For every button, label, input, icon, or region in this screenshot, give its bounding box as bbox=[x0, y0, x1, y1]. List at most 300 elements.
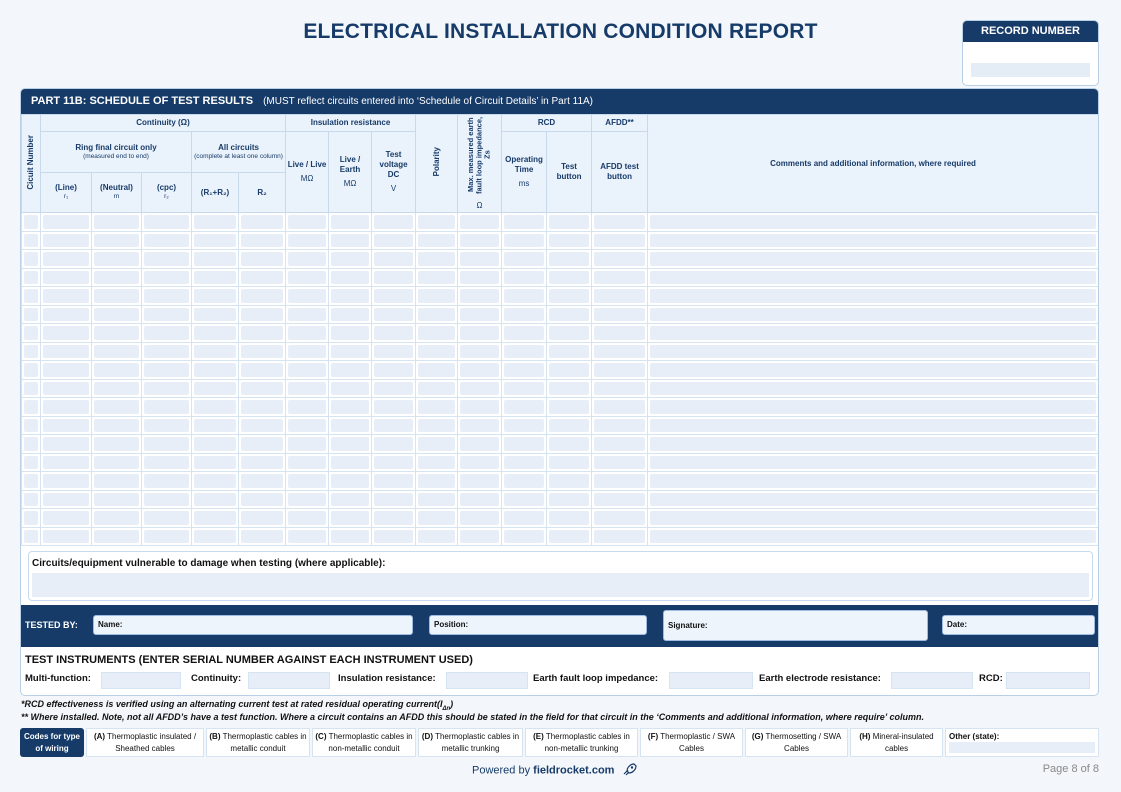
table-cell[interactable] bbox=[592, 453, 648, 472]
table-cell[interactable] bbox=[416, 453, 458, 472]
table-cell[interactable] bbox=[286, 472, 329, 491]
table-cell[interactable] bbox=[592, 398, 648, 417]
table-cell[interactable] bbox=[416, 472, 458, 491]
table-cell[interactable] bbox=[22, 231, 41, 250]
table-cell[interactable] bbox=[416, 213, 458, 232]
table-cell[interactable] bbox=[502, 435, 547, 454]
table-cell[interactable] bbox=[286, 398, 329, 417]
table-cell[interactable] bbox=[192, 361, 239, 380]
table-cell[interactable] bbox=[142, 509, 192, 528]
table-cell[interactable] bbox=[329, 379, 372, 398]
table-cell[interactable] bbox=[372, 361, 416, 380]
table-cell[interactable] bbox=[648, 472, 1099, 491]
table-cell[interactable] bbox=[416, 231, 458, 250]
earth-fault-input[interactable] bbox=[669, 672, 753, 689]
table-cell[interactable] bbox=[239, 250, 286, 269]
table-cell[interactable] bbox=[41, 250, 92, 269]
table-cell[interactable] bbox=[416, 342, 458, 361]
earth-electrode-label: Earth electrode resistance: bbox=[759, 673, 881, 684]
table-cell[interactable] bbox=[192, 287, 239, 306]
table-cell[interactable] bbox=[92, 287, 142, 306]
table-cell[interactable] bbox=[372, 435, 416, 454]
table-cell[interactable] bbox=[329, 398, 372, 417]
table-cell[interactable] bbox=[502, 416, 547, 435]
multi-function-input[interactable] bbox=[101, 672, 181, 689]
table-cell[interactable] bbox=[192, 379, 239, 398]
table-cell[interactable] bbox=[547, 231, 592, 250]
table-cell[interactable] bbox=[458, 268, 502, 287]
table-cell[interactable] bbox=[372, 453, 416, 472]
table-cell[interactable] bbox=[648, 305, 1099, 324]
table-cell[interactable] bbox=[502, 213, 547, 232]
table-cell[interactable] bbox=[372, 472, 416, 491]
vulnerable-equipment-input[interactable] bbox=[32, 573, 1089, 597]
table-cell[interactable] bbox=[458, 509, 502, 528]
table-cell[interactable] bbox=[142, 213, 192, 232]
table-cell[interactable] bbox=[41, 509, 92, 528]
table-cell[interactable] bbox=[142, 379, 192, 398]
table-cell[interactable] bbox=[142, 398, 192, 417]
table-cell[interactable] bbox=[239, 361, 286, 380]
table-cell[interactable] bbox=[372, 509, 416, 528]
table-cell[interactable] bbox=[92, 472, 142, 491]
report-title: ELECTRICAL INSTALLATION CONDITION REPORT bbox=[303, 20, 818, 43]
table-cell[interactable] bbox=[22, 527, 41, 546]
table-cell[interactable] bbox=[372, 398, 416, 417]
table-cell[interactable] bbox=[648, 379, 1099, 398]
table-cell[interactable] bbox=[329, 287, 372, 306]
table-cell[interactable] bbox=[592, 472, 648, 491]
live-earth-header: Live / Earth MΩ bbox=[329, 132, 372, 213]
table-cell[interactable] bbox=[502, 527, 547, 546]
table-cell[interactable] bbox=[92, 342, 142, 361]
table-cell[interactable] bbox=[458, 398, 502, 417]
table-cell[interactable] bbox=[239, 490, 286, 509]
table-cell[interactable] bbox=[329, 250, 372, 269]
table-cell[interactable] bbox=[372, 213, 416, 232]
table-cell[interactable] bbox=[329, 213, 372, 232]
table-cell[interactable] bbox=[286, 342, 329, 361]
table-cell[interactable] bbox=[458, 213, 502, 232]
table-cell[interactable] bbox=[502, 509, 547, 528]
table-cell[interactable] bbox=[648, 250, 1099, 269]
table-cell[interactable] bbox=[41, 435, 92, 454]
table-cell[interactable] bbox=[92, 305, 142, 324]
table-cell[interactable] bbox=[592, 379, 648, 398]
table-cell[interactable] bbox=[286, 250, 329, 269]
table-cell[interactable] bbox=[41, 342, 92, 361]
table-cell[interactable] bbox=[22, 453, 41, 472]
table-cell[interactable] bbox=[286, 435, 329, 454]
earth-fault-label: Earth fault loop impedance: bbox=[533, 673, 659, 684]
table-cell[interactable] bbox=[416, 435, 458, 454]
signature-field[interactable]: Signature: bbox=[663, 610, 928, 641]
table-cell[interactable] bbox=[142, 268, 192, 287]
table-cell[interactable] bbox=[372, 527, 416, 546]
table-cell[interactable] bbox=[22, 213, 41, 232]
table-cell[interactable] bbox=[239, 213, 286, 232]
table-cell[interactable] bbox=[648, 509, 1099, 528]
table-cell[interactable] bbox=[648, 342, 1099, 361]
table-cell[interactable] bbox=[416, 527, 458, 546]
table-cell[interactable] bbox=[239, 379, 286, 398]
table-cell[interactable] bbox=[286, 453, 329, 472]
table-cell[interactable] bbox=[239, 342, 286, 361]
table-cell[interactable] bbox=[592, 324, 648, 343]
table-cell[interactable] bbox=[41, 231, 92, 250]
table-cell[interactable] bbox=[502, 342, 547, 361]
table-cell[interactable] bbox=[458, 416, 502, 435]
table-cell[interactable] bbox=[192, 342, 239, 361]
table-cell[interactable] bbox=[41, 398, 92, 417]
table-cell[interactable] bbox=[192, 398, 239, 417]
vulnerable-equipment-box bbox=[28, 551, 1093, 601]
table-cell[interactable] bbox=[329, 361, 372, 380]
table-cell[interactable] bbox=[286, 416, 329, 435]
table-cell[interactable] bbox=[648, 213, 1099, 232]
table-cell[interactable] bbox=[286, 509, 329, 528]
table-cell[interactable] bbox=[502, 472, 547, 491]
table-cell[interactable] bbox=[22, 250, 41, 269]
record-number-label: RECORD NUMBER bbox=[963, 21, 1098, 42]
table-cell[interactable] bbox=[239, 416, 286, 435]
table-cell[interactable] bbox=[547, 527, 592, 546]
table-cell[interactable] bbox=[547, 287, 592, 306]
table-cell[interactable] bbox=[41, 527, 92, 546]
table-cell[interactable] bbox=[92, 231, 142, 250]
neutral-header: (Neutral) rn bbox=[92, 173, 142, 213]
table-cell[interactable] bbox=[286, 490, 329, 509]
table-cell[interactable] bbox=[41, 453, 92, 472]
table-cell[interactable] bbox=[592, 268, 648, 287]
table-cell[interactable] bbox=[329, 342, 372, 361]
table-cell[interactable] bbox=[192, 527, 239, 546]
table-cell[interactable] bbox=[92, 379, 142, 398]
table-cell[interactable] bbox=[648, 324, 1099, 343]
table-cell[interactable] bbox=[286, 527, 329, 546]
table-cell[interactable] bbox=[502, 453, 547, 472]
table-cell[interactable] bbox=[502, 361, 547, 380]
table-cell[interactable] bbox=[239, 268, 286, 287]
table-cell[interactable] bbox=[592, 490, 648, 509]
table-cell[interactable] bbox=[142, 305, 192, 324]
table-cell[interactable] bbox=[648, 287, 1099, 306]
table-cell[interactable] bbox=[92, 268, 142, 287]
continuity-label: Continuity: bbox=[191, 673, 242, 684]
table-cell[interactable] bbox=[329, 435, 372, 454]
table-cell[interactable] bbox=[648, 361, 1099, 380]
table-cell[interactable] bbox=[92, 398, 142, 417]
table-cell[interactable] bbox=[592, 416, 648, 435]
table-cell[interactable] bbox=[547, 509, 592, 528]
table-cell[interactable] bbox=[286, 361, 329, 380]
table-cell[interactable] bbox=[41, 361, 92, 380]
table-cell[interactable] bbox=[41, 472, 92, 491]
table-cell[interactable] bbox=[142, 416, 192, 435]
table-cell[interactable] bbox=[92, 250, 142, 269]
comments-header: Comments and additional information, where required bbox=[648, 115, 1099, 213]
table-cell[interactable] bbox=[92, 509, 142, 528]
table-cell[interactable] bbox=[648, 398, 1099, 417]
table-cell[interactable] bbox=[192, 231, 239, 250]
table-cell[interactable] bbox=[372, 324, 416, 343]
table-cell[interactable] bbox=[192, 250, 239, 269]
table-cell[interactable] bbox=[142, 490, 192, 509]
table-cell[interactable] bbox=[502, 305, 547, 324]
table-cell[interactable] bbox=[372, 379, 416, 398]
table-cell[interactable] bbox=[142, 361, 192, 380]
rcd-note: *RCD effectiveness is verified using an alternating current test at rated residual operating $current(I_{\Delta n})$ bbox=[21, 699, 454, 712]
table-cell[interactable] bbox=[142, 453, 192, 472]
table-cell[interactable] bbox=[372, 268, 416, 287]
date-field[interactable]: Date: bbox=[942, 615, 1095, 635]
table-cell[interactable] bbox=[92, 527, 142, 546]
r2-header: R₂ bbox=[239, 173, 286, 213]
table-cell[interactable] bbox=[372, 490, 416, 509]
table-cell[interactable] bbox=[547, 490, 592, 509]
table-cell[interactable] bbox=[22, 379, 41, 398]
table-cell[interactable] bbox=[547, 324, 592, 343]
table-cell[interactable] bbox=[416, 268, 458, 287]
table-cell[interactable] bbox=[286, 305, 329, 324]
test-button-header: Test button bbox=[547, 132, 592, 213]
table-cell[interactable] bbox=[416, 509, 458, 528]
table-cell[interactable] bbox=[41, 287, 92, 306]
instruments-title: TEST INSTRUMENTS (ENTER SERIAL NUMBER AGAINST EACH INSTRUMENT USED) bbox=[25, 654, 473, 666]
table-cell[interactable] bbox=[648, 268, 1099, 287]
table-cell[interactable] bbox=[458, 435, 502, 454]
table-cell[interactable] bbox=[192, 305, 239, 324]
table-cell[interactable] bbox=[239, 231, 286, 250]
table-cell[interactable] bbox=[329, 509, 372, 528]
table-cell[interactable] bbox=[41, 324, 92, 343]
table-cell[interactable] bbox=[286, 287, 329, 306]
table-cell[interactable] bbox=[92, 435, 142, 454]
table-cell[interactable] bbox=[239, 435, 286, 454]
table-cell[interactable] bbox=[592, 250, 648, 269]
table-cell[interactable] bbox=[329, 472, 372, 491]
table-cell[interactable] bbox=[22, 509, 41, 528]
table-cell[interactable] bbox=[416, 361, 458, 380]
table-cell[interactable] bbox=[458, 324, 502, 343]
table-cell[interactable] bbox=[547, 342, 592, 361]
table-cell[interactable] bbox=[416, 379, 458, 398]
table-cell[interactable] bbox=[329, 231, 372, 250]
table-cell[interactable] bbox=[648, 435, 1099, 454]
table-cell[interactable] bbox=[22, 342, 41, 361]
table-cell[interactable] bbox=[22, 305, 41, 324]
table-cell[interactable] bbox=[648, 527, 1099, 546]
table-cell[interactable] bbox=[192, 509, 239, 528]
table-cell[interactable] bbox=[239, 287, 286, 306]
table-cell[interactable] bbox=[286, 268, 329, 287]
table-cell[interactable] bbox=[92, 416, 142, 435]
name-field[interactable]: Name: bbox=[93, 615, 413, 635]
table-cell[interactable] bbox=[192, 490, 239, 509]
table-cell[interactable] bbox=[142, 435, 192, 454]
table-cell[interactable] bbox=[142, 287, 192, 306]
table-cell[interactable] bbox=[592, 231, 648, 250]
table-cell[interactable] bbox=[502, 287, 547, 306]
table-cell[interactable] bbox=[416, 324, 458, 343]
table-cell[interactable] bbox=[458, 490, 502, 509]
table-cell[interactable] bbox=[502, 231, 547, 250]
table-cell[interactable] bbox=[329, 490, 372, 509]
table-cell[interactable] bbox=[502, 250, 547, 269]
table-cell[interactable] bbox=[329, 416, 372, 435]
table-cell[interactable] bbox=[458, 453, 502, 472]
table-cell[interactable] bbox=[502, 490, 547, 509]
table-cell[interactable] bbox=[329, 268, 372, 287]
table-cell[interactable] bbox=[192, 453, 239, 472]
table-cell[interactable] bbox=[329, 453, 372, 472]
table-cell[interactable] bbox=[142, 250, 192, 269]
table-cell[interactable] bbox=[592, 342, 648, 361]
table-cell[interactable] bbox=[22, 416, 41, 435]
table-cell[interactable] bbox=[239, 398, 286, 417]
table-row bbox=[22, 490, 1099, 509]
table-cell[interactable] bbox=[142, 231, 192, 250]
continuity-input[interactable] bbox=[248, 672, 330, 689]
table-cell[interactable] bbox=[142, 324, 192, 343]
table-cell[interactable] bbox=[372, 305, 416, 324]
table-cell[interactable] bbox=[92, 213, 142, 232]
table-cell[interactable] bbox=[592, 305, 648, 324]
table-cell[interactable] bbox=[41, 379, 92, 398]
table-cell[interactable] bbox=[192, 324, 239, 343]
table-cell[interactable] bbox=[372, 342, 416, 361]
table-cell[interactable] bbox=[329, 324, 372, 343]
table-cell[interactable] bbox=[239, 509, 286, 528]
table-cell[interactable] bbox=[92, 324, 142, 343]
table-cell[interactable] bbox=[416, 490, 458, 509]
table-cell[interactable] bbox=[192, 268, 239, 287]
other-wiring-input[interactable] bbox=[949, 742, 1095, 753]
rocket-icon bbox=[622, 762, 638, 779]
table-cell[interactable] bbox=[648, 453, 1099, 472]
table-cell[interactable] bbox=[502, 268, 547, 287]
table-cell[interactable] bbox=[592, 509, 648, 528]
table-cell[interactable] bbox=[592, 287, 648, 306]
table-cell[interactable] bbox=[547, 453, 592, 472]
record-number-input[interactable] bbox=[971, 63, 1090, 77]
table-cell[interactable] bbox=[92, 453, 142, 472]
table-cell[interactable] bbox=[372, 250, 416, 269]
table-cell[interactable] bbox=[142, 527, 192, 546]
table-cell[interactable] bbox=[458, 361, 502, 380]
table-cell[interactable] bbox=[239, 305, 286, 324]
table-cell[interactable] bbox=[547, 305, 592, 324]
table-cell[interactable] bbox=[502, 324, 547, 343]
table-cell[interactable] bbox=[192, 416, 239, 435]
table-cell[interactable] bbox=[547, 416, 592, 435]
table-cell[interactable] bbox=[22, 287, 41, 306]
table-cell[interactable] bbox=[41, 305, 92, 324]
r1r2-header: (R₁+R₂) bbox=[192, 173, 239, 213]
table-cell[interactable] bbox=[372, 416, 416, 435]
table-cell[interactable] bbox=[458, 472, 502, 491]
table-cell[interactable] bbox=[458, 379, 502, 398]
table-cell[interactable] bbox=[416, 416, 458, 435]
table-cell[interactable] bbox=[22, 268, 41, 287]
table-cell[interactable] bbox=[547, 472, 592, 491]
rcd-input[interactable] bbox=[1006, 672, 1090, 689]
table-cell[interactable] bbox=[547, 250, 592, 269]
table-cell[interactable] bbox=[92, 490, 142, 509]
table-cell[interactable] bbox=[239, 472, 286, 491]
table-cell[interactable] bbox=[547, 268, 592, 287]
table-cell[interactable] bbox=[239, 527, 286, 546]
table-cell[interactable] bbox=[458, 250, 502, 269]
table-cell[interactable] bbox=[239, 453, 286, 472]
table-cell[interactable] bbox=[22, 324, 41, 343]
table-cell[interactable] bbox=[416, 398, 458, 417]
table-cell[interactable] bbox=[458, 287, 502, 306]
table-cell[interactable] bbox=[458, 527, 502, 546]
table-cell[interactable] bbox=[502, 398, 547, 417]
table-cell[interactable] bbox=[192, 472, 239, 491]
table-cell[interactable] bbox=[22, 472, 41, 491]
table-cell[interactable] bbox=[22, 398, 41, 417]
table-cell[interactable] bbox=[41, 490, 92, 509]
table-cell[interactable] bbox=[286, 213, 329, 232]
table-cell[interactable] bbox=[22, 490, 41, 509]
table-cell[interactable] bbox=[286, 324, 329, 343]
table-cell[interactable] bbox=[592, 435, 648, 454]
table-cell[interactable] bbox=[142, 342, 192, 361]
table-cell[interactable] bbox=[416, 305, 458, 324]
table-cell[interactable] bbox=[547, 435, 592, 454]
afdd-note: ** Where installed. Note, not all AFDD’s have a test function. Where a circuit contains an AFDD this should be stated in the field for that circuit in the ‘Comments and additional information, where require’ column. bbox=[21, 712, 924, 722]
table-cell[interactable] bbox=[41, 268, 92, 287]
table-cell[interactable] bbox=[286, 379, 329, 398]
position-field[interactable]: Position: bbox=[429, 615, 647, 635]
table-cell[interactable] bbox=[547, 213, 592, 232]
table-cell[interactable] bbox=[648, 490, 1099, 509]
earth-electrode-input[interactable] bbox=[891, 672, 973, 689]
table-cell[interactable] bbox=[372, 287, 416, 306]
table-cell[interactable] bbox=[592, 361, 648, 380]
table-cell[interactable] bbox=[142, 472, 192, 491]
table-cell[interactable] bbox=[547, 398, 592, 417]
table-cell[interactable] bbox=[41, 416, 92, 435]
table-cell[interactable] bbox=[41, 213, 92, 232]
table-cell[interactable] bbox=[329, 527, 372, 546]
table-cell[interactable] bbox=[458, 305, 502, 324]
table-cell[interactable] bbox=[22, 361, 41, 380]
table-cell[interactable] bbox=[502, 379, 547, 398]
table-cell[interactable] bbox=[592, 213, 648, 232]
table-cell[interactable] bbox=[329, 305, 372, 324]
table-cell[interactable] bbox=[648, 231, 1099, 250]
table-cell[interactable] bbox=[547, 379, 592, 398]
table-cell[interactable] bbox=[286, 231, 329, 250]
table-cell[interactable] bbox=[458, 342, 502, 361]
table-cell[interactable] bbox=[192, 213, 239, 232]
table-cell[interactable] bbox=[547, 361, 592, 380]
table-cell[interactable] bbox=[416, 287, 458, 306]
table-cell[interactable] bbox=[416, 250, 458, 269]
table-cell[interactable] bbox=[458, 231, 502, 250]
insulation-input[interactable] bbox=[446, 672, 528, 689]
table-cell[interactable] bbox=[239, 324, 286, 343]
table-cell[interactable] bbox=[92, 361, 142, 380]
table-cell[interactable] bbox=[192, 435, 239, 454]
table-cell[interactable] bbox=[648, 416, 1099, 435]
table-cell[interactable] bbox=[372, 231, 416, 250]
table-cell[interactable] bbox=[22, 435, 41, 454]
table-cell[interactable] bbox=[592, 527, 648, 546]
